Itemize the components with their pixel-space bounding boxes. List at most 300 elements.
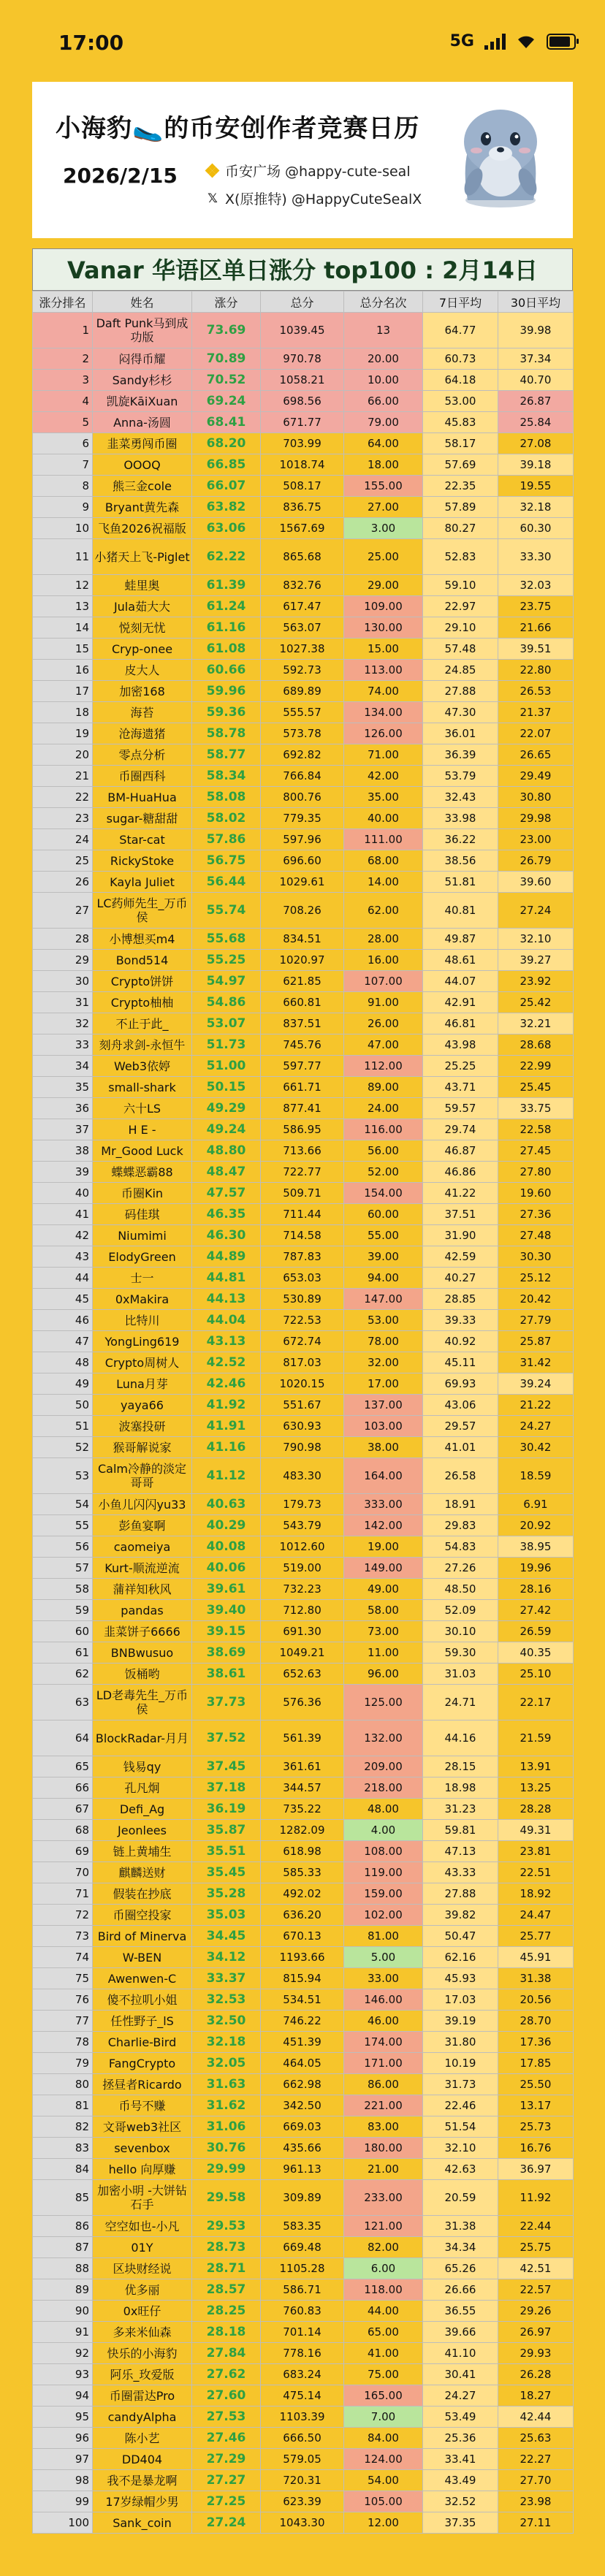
cell-avg7: 44.07 — [423, 971, 498, 992]
table-row — [33, 1119, 574, 1140]
table-row — [33, 1841, 574, 1862]
cell-name: 币圈空投家 — [93, 1905, 192, 1926]
cell-total-rank: 60.00 — [344, 1204, 423, 1225]
cell-avg7: 52.09 — [423, 1600, 498, 1621]
cell-avg7: 47.30 — [423, 702, 498, 723]
cell-avg7: 27.88 — [423, 681, 498, 702]
cell-avg7: 39.82 — [423, 1905, 498, 1926]
cell-rank: 6 — [33, 433, 93, 454]
cell-rank: 27 — [33, 893, 93, 929]
cell-total-rank: 64.00 — [344, 433, 423, 454]
cell-avg30: 11.92 — [498, 2180, 574, 2216]
cell-avg7: 51.81 — [423, 872, 498, 893]
cell-avg7: 80.27 — [423, 518, 498, 539]
cell-rank: 29 — [33, 950, 93, 971]
cell-avg7: 29.83 — [423, 1515, 498, 1536]
table-row — [33, 412, 574, 433]
cell-total: 623.39 — [261, 2491, 344, 2512]
cell-rank: 42 — [33, 1225, 93, 1246]
cell-name: sevenbox — [93, 2138, 192, 2159]
cell-total: 561.39 — [261, 1720, 344, 1756]
cell-name: 麒麟送财 — [93, 1862, 192, 1883]
cell-total: 672.74 — [261, 1331, 344, 1352]
cell-total-rank: 78.00 — [344, 1331, 423, 1352]
table-row — [33, 2385, 574, 2407]
cell-total-rank: 75.00 — [344, 2364, 423, 2385]
table-row — [33, 1013, 574, 1034]
cell-avg30: 6.91 — [498, 1494, 574, 1515]
cell-gain: 31.62 — [192, 2095, 261, 2116]
cell-total-rank: 83.00 — [344, 2116, 423, 2138]
cell-rank: 19 — [33, 723, 93, 744]
table-row — [33, 1289, 574, 1310]
cell-avg30: 26.97 — [498, 2322, 574, 2343]
cell-avg7: 18.98 — [423, 1777, 498, 1799]
table-row — [33, 1968, 574, 1989]
cell-gain: 44.04 — [192, 1310, 261, 1331]
table-row — [33, 681, 574, 702]
cell-avg30: 26.79 — [498, 850, 574, 872]
cell-name: 快乐的小海豹 — [93, 2343, 192, 2364]
cell-total-rank: 35.00 — [344, 787, 423, 808]
cell-avg7: 49.87 — [423, 929, 498, 950]
table-row — [33, 1098, 574, 1119]
cell-gain: 27.62 — [192, 2364, 261, 2385]
cell-gain: 37.52 — [192, 1720, 261, 1756]
cell-total: 1058.21 — [261, 370, 344, 391]
cell-name: Anna-汤圆 — [93, 412, 192, 433]
table-row — [33, 1720, 574, 1756]
cell-name: 比特川 — [93, 1310, 192, 1331]
cell-total: 597.77 — [261, 1056, 344, 1077]
cell-total-rank: 180.00 — [344, 2138, 423, 2159]
table-row — [33, 2180, 574, 2216]
cell-avg7: 59.30 — [423, 1642, 498, 1664]
cell-total-rank: 38.00 — [344, 1437, 423, 1458]
cell-total: 970.78 — [261, 348, 344, 370]
cell-avg7: 40.81 — [423, 893, 498, 929]
cell-avg30: 18.59 — [498, 1458, 574, 1494]
cell-avg30: 22.57 — [498, 2279, 574, 2301]
cell-total-rank: 124.00 — [344, 2449, 423, 2470]
cell-total: 660.81 — [261, 992, 344, 1013]
cell-avg7: 22.35 — [423, 476, 498, 497]
cell-total-rank: 73.00 — [344, 1621, 423, 1642]
cell-total-rank: 16.00 — [344, 950, 423, 971]
cell-total-rank: 171.00 — [344, 2053, 423, 2074]
cell-name: 飞鱼2026祝福版 — [93, 518, 192, 539]
cell-rank: 95 — [33, 2407, 93, 2428]
cell-avg30: 20.56 — [498, 1989, 574, 2011]
cell-name: ElodyGreen — [93, 1246, 192, 1268]
table-row — [33, 2491, 574, 2512]
cell-total-rank: 14.00 — [344, 872, 423, 893]
cell-rank: 96 — [33, 2428, 93, 2449]
cell-gain: 37.45 — [192, 1756, 261, 1777]
cell-gain: 29.53 — [192, 2216, 261, 2237]
cell-total: 1020.15 — [261, 1373, 344, 1395]
cell-avg7: 59.57 — [423, 1098, 498, 1119]
cell-name: Luna月芽 — [93, 1373, 192, 1395]
cell-rank: 38 — [33, 1140, 93, 1162]
cell-total-rank: 155.00 — [344, 476, 423, 497]
cell-gain: 61.24 — [192, 596, 261, 617]
table-row — [33, 787, 574, 808]
cell-total: 732.23 — [261, 1579, 344, 1600]
cell-avg30: 27.08 — [498, 433, 574, 454]
cell-gain: 49.24 — [192, 1119, 261, 1140]
cell-rank: 18 — [33, 702, 93, 723]
cell-total-rank: 154.00 — [344, 1183, 423, 1204]
table-header-row — [33, 291, 574, 313]
cell-avg30: 27.80 — [498, 1162, 574, 1183]
cell-total: 534.51 — [261, 1989, 344, 2011]
cell-total: 551.67 — [261, 1395, 344, 1416]
cell-total-rank: 149.00 — [344, 1558, 423, 1579]
cell-name: caomeiya — [93, 1536, 192, 1558]
cell-rank: 89 — [33, 2279, 93, 2301]
cell-avg30: 29.93 — [498, 2343, 574, 2364]
cell-gain: 55.68 — [192, 929, 261, 950]
cell-total-rank: 119.00 — [344, 1862, 423, 1883]
cell-avg30: 21.37 — [498, 702, 574, 723]
table-row — [33, 660, 574, 681]
cell-gain: 47.57 — [192, 1183, 261, 1204]
cell-avg7: 30.10 — [423, 1621, 498, 1642]
cell-total: 464.05 — [261, 2053, 344, 2074]
cell-avg30: 23.92 — [498, 971, 574, 992]
cell-avg30: 32.03 — [498, 575, 574, 596]
cell-avg7: 26.66 — [423, 2279, 498, 2301]
cell-rank: 44 — [33, 1268, 93, 1289]
col-header-avg7: 7日平均 — [423, 291, 498, 313]
cell-avg30: 24.27 — [498, 1416, 574, 1437]
cell-avg7: 42.91 — [423, 992, 498, 1013]
cell-avg7: 32.10 — [423, 2138, 498, 2159]
cell-avg30: 26.87 — [498, 391, 574, 412]
table-row — [33, 617, 574, 639]
cell-gain: 34.12 — [192, 1947, 261, 1968]
cell-avg7: 47.13 — [423, 1841, 498, 1862]
table-row — [33, 1515, 574, 1536]
cell-avg30: 39.24 — [498, 1373, 574, 1395]
cell-rank: 97 — [33, 2449, 93, 2470]
cell-avg7: 46.87 — [423, 1140, 498, 1162]
cell-name: Bird of Minerva — [93, 1926, 192, 1947]
cell-total-rank: 142.00 — [344, 1515, 423, 1536]
cell-total-rank: 28.00 — [344, 929, 423, 950]
cell-rank: 31 — [33, 992, 93, 1013]
cell-avg7: 36.55 — [423, 2301, 498, 2322]
cell-total: 815.94 — [261, 1968, 344, 1989]
cell-name: Calm冷静的淡定哥哥 — [93, 1458, 192, 1494]
cell-rank: 83 — [33, 2138, 93, 2159]
cell-total-rank: 89.00 — [344, 1077, 423, 1098]
cell-total: 837.51 — [261, 1013, 344, 1034]
cell-total-rank: 49.00 — [344, 1579, 423, 1600]
network-label: 5G — [449, 32, 474, 50]
cell-gain: 44.13 — [192, 1289, 261, 1310]
cell-gain: 48.80 — [192, 1140, 261, 1162]
cell-gain: 27.27 — [192, 2470, 261, 2491]
cell-name: small-shark — [93, 1077, 192, 1098]
cell-avg30: 27.36 — [498, 1204, 574, 1225]
cell-name: 小猪天上飞-Piglet — [93, 539, 192, 575]
cell-total-rank: 24.00 — [344, 1098, 423, 1119]
cell-total-rank: 86.00 — [344, 2074, 423, 2095]
cell-name: 拯昼者Ricardo — [93, 2074, 192, 2095]
cell-gain: 30.76 — [192, 2138, 261, 2159]
cell-avg7: 58.17 — [423, 433, 498, 454]
cell-name: 孔凡炯 — [93, 1777, 192, 1799]
cell-avg7: 46.81 — [423, 1013, 498, 1034]
seal-mascot-image — [446, 91, 555, 215]
cell-avg7: 32.43 — [423, 787, 498, 808]
cell-avg7: 41.01 — [423, 1437, 498, 1458]
cell-avg30: 49.31 — [498, 1820, 574, 1841]
cell-avg30: 27.24 — [498, 893, 574, 929]
cell-rank: 79 — [33, 2053, 93, 2074]
table-row — [33, 1820, 574, 1841]
cell-avg7: 20.59 — [423, 2180, 498, 2216]
cell-rank: 75 — [33, 1968, 93, 1989]
table-row — [33, 1883, 574, 1905]
cell-gain: 53.07 — [192, 1013, 261, 1034]
cell-avg7: 57.89 — [423, 497, 498, 518]
cell-avg7: 30.41 — [423, 2364, 498, 2385]
cell-name: 区块财经说 — [93, 2258, 192, 2279]
cell-avg30: 25.87 — [498, 1331, 574, 1352]
cell-rank: 20 — [33, 744, 93, 766]
cell-avg30: 39.51 — [498, 639, 574, 660]
table-row — [33, 313, 574, 348]
cell-rank: 100 — [33, 2512, 93, 2534]
table-row — [33, 723, 574, 744]
cell-gain: 35.45 — [192, 1862, 261, 1883]
cell-avg30: 25.63 — [498, 2428, 574, 2449]
cell-gain: 35.87 — [192, 1820, 261, 1841]
cell-gain: 40.29 — [192, 1515, 261, 1536]
cell-name: Defi_Ag — [93, 1799, 192, 1820]
cell-avg7: 43.06 — [423, 1395, 498, 1416]
cell-avg30: 25.77 — [498, 1926, 574, 1947]
cell-total: 509.71 — [261, 1183, 344, 1204]
table-row — [33, 766, 574, 787]
table-row — [33, 1947, 574, 1968]
cell-rank: 99 — [33, 2491, 93, 2512]
cell-rank: 5 — [33, 412, 93, 433]
cell-gain: 34.45 — [192, 1926, 261, 1947]
cell-rank: 16 — [33, 660, 93, 681]
cell-gain: 61.39 — [192, 575, 261, 596]
cell-gain: 46.35 — [192, 1204, 261, 1225]
cell-gain: 59.36 — [192, 702, 261, 723]
cell-total: 451.39 — [261, 2032, 344, 2053]
cell-avg7: 33.41 — [423, 2449, 498, 2470]
table-row — [33, 370, 574, 391]
cell-avg7: 17.03 — [423, 1989, 498, 2011]
cell-total: 1193.66 — [261, 1947, 344, 1968]
cell-name: yaya66 — [93, 1395, 192, 1416]
cell-avg30: 25.10 — [498, 1664, 574, 1685]
cell-name: Kurt-顺流逆流 — [93, 1558, 192, 1579]
cell-avg30: 32.21 — [498, 1013, 574, 1034]
cell-name: 傻不拉叽小姐 — [93, 1989, 192, 2011]
cell-total-rank: 103.00 — [344, 1416, 423, 1437]
cell-avg7: 38.56 — [423, 850, 498, 872]
cell-avg30: 26.59 — [498, 1621, 574, 1642]
cell-total-rank: 33.00 — [344, 1968, 423, 1989]
cell-avg30: 16.76 — [498, 2138, 574, 2159]
cell-rank: 3 — [33, 370, 93, 391]
cell-gain: 37.73 — [192, 1685, 261, 1720]
cell-avg30: 22.80 — [498, 660, 574, 681]
cell-rank: 13 — [33, 596, 93, 617]
cell-avg7: 64.18 — [423, 370, 498, 391]
cell-avg7: 54.83 — [423, 1536, 498, 1558]
cell-rank: 86 — [33, 2216, 93, 2237]
cell-avg7: 37.51 — [423, 1204, 498, 1225]
table-row — [33, 2364, 574, 2385]
table-row — [33, 2011, 574, 2032]
cell-rank: 72 — [33, 1905, 93, 1926]
cell-name: 凯旋KāiXuan — [93, 391, 192, 412]
cell-total-rank: 55.00 — [344, 1225, 423, 1246]
cell-avg7: 59.81 — [423, 1820, 498, 1841]
cell-avg7: 31.03 — [423, 1664, 498, 1685]
table-row — [33, 950, 574, 971]
cell-total-rank: 65.00 — [344, 2322, 423, 2343]
cell-total-rank: 105.00 — [344, 2491, 423, 2512]
table-row — [33, 1494, 574, 1515]
cell-total-rank: 116.00 — [344, 1119, 423, 1140]
table-row — [33, 1905, 574, 1926]
cell-avg7: 25.25 — [423, 1056, 498, 1077]
cell-avg7: 57.69 — [423, 454, 498, 476]
cell-total: 800.76 — [261, 787, 344, 808]
battery-icon — [547, 34, 576, 50]
cell-total-rank: 132.00 — [344, 1720, 423, 1756]
table-row — [33, 639, 574, 660]
cell-rank: 64 — [33, 1720, 93, 1756]
cell-avg7: 39.33 — [423, 1310, 498, 1331]
cell-name: Kayla Juliet — [93, 872, 192, 893]
cell-avg30: 19.60 — [498, 1183, 574, 1204]
table-row — [33, 518, 574, 539]
cell-total-rank: 40.00 — [344, 808, 423, 829]
cell-name: 沧海遗猪 — [93, 723, 192, 744]
cell-total: 475.14 — [261, 2385, 344, 2407]
table-row — [33, 744, 574, 766]
cell-gain: 40.06 — [192, 1558, 261, 1579]
cell-name: 加密小明 -大饼钻石手 — [93, 2180, 192, 2216]
cell-avg7: 41.22 — [423, 1183, 498, 1204]
table-row — [33, 2512, 574, 2534]
table-row — [33, 1642, 574, 1664]
x-handle[interactable] — [206, 188, 422, 208]
cell-avg30: 40.70 — [498, 370, 574, 391]
cell-avg30: 22.44 — [498, 2216, 574, 2237]
table-row — [33, 2237, 574, 2258]
cell-total-rank: 233.00 — [344, 2180, 423, 2216]
cell-name: sugar-糖甜甜 — [93, 808, 192, 829]
cell-total: 703.99 — [261, 433, 344, 454]
table-row — [33, 2428, 574, 2449]
cell-name: LD老毒先生_万币侯 — [93, 1685, 192, 1720]
table-row — [33, 1034, 574, 1056]
cell-avg7: 24.71 — [423, 1685, 498, 1720]
cell-avg7: 34.34 — [423, 2237, 498, 2258]
cell-total-rank: 221.00 — [344, 2095, 423, 2116]
cell-avg30: 42.51 — [498, 2258, 574, 2279]
cell-total: 692.82 — [261, 744, 344, 766]
cell-total: 1020.97 — [261, 950, 344, 971]
cell-rank: 39 — [33, 1162, 93, 1183]
cell-total: 543.79 — [261, 1515, 344, 1536]
cell-total: 1282.09 — [261, 1820, 344, 1841]
cell-avg7: 69.93 — [423, 1373, 498, 1395]
cell-name: Bryant黄先森 — [93, 497, 192, 518]
cell-total-rank: 71.00 — [344, 744, 423, 766]
cell-total: 708.26 — [261, 893, 344, 929]
cell-name: 优多丽 — [93, 2279, 192, 2301]
cell-total-rank: 165.00 — [344, 2385, 423, 2407]
date-label: 2026/2/15 — [63, 164, 178, 188]
cell-avg7: 40.27 — [423, 1268, 498, 1289]
cell-avg30: 32.10 — [498, 929, 574, 950]
cell-total-rank: 147.00 — [344, 1289, 423, 1310]
cell-total-rank: 21.00 — [344, 2159, 423, 2180]
cell-name: BNBwusuo — [93, 1642, 192, 1664]
cell-name: H E - — [93, 1119, 192, 1140]
cell-total-rank: 18.00 — [344, 454, 423, 476]
cell-avg7: 36.39 — [423, 744, 498, 766]
cell-rank: 15 — [33, 639, 93, 660]
cell-total: 701.14 — [261, 2322, 344, 2343]
table-row — [33, 971, 574, 992]
cell-avg30: 60.30 — [498, 518, 574, 539]
cell-avg30: 39.98 — [498, 313, 574, 348]
cell-gain: 58.78 — [192, 723, 261, 744]
col-header-avg30: 30日平均 — [498, 291, 574, 313]
cell-rank: 14 — [33, 617, 93, 639]
cell-avg30: 18.92 — [498, 1883, 574, 1905]
binance-handle[interactable] — [206, 161, 411, 180]
x-handle-text: X(原推特) @HappyCuteSealX — [225, 191, 422, 207]
cell-avg30: 39.27 — [498, 950, 574, 971]
status-bar — [0, 0, 605, 82]
cell-avg30: 31.42 — [498, 1352, 574, 1373]
cell-total-rank: 42.00 — [344, 766, 423, 787]
table-row — [33, 1225, 574, 1246]
table-row — [33, 1140, 574, 1162]
cell-avg30: 22.51 — [498, 1862, 574, 1883]
cell-total: 309.89 — [261, 2180, 344, 2216]
cell-name: 01Y — [93, 2237, 192, 2258]
cell-avg7: 32.52 — [423, 2491, 498, 2512]
table-row — [33, 2322, 574, 2343]
cell-gain: 41.91 — [192, 1416, 261, 1437]
col-header-total: 总分 — [261, 291, 344, 313]
cell-avg30: 28.28 — [498, 1799, 574, 1820]
cell-name: OOOQ — [93, 454, 192, 476]
cell-gain: 44.89 — [192, 1246, 261, 1268]
cell-avg7: 53.79 — [423, 766, 498, 787]
cell-avg7: 24.27 — [423, 2385, 498, 2407]
cell-total-rank: 164.00 — [344, 1458, 423, 1494]
cell-avg7: 25.36 — [423, 2428, 498, 2449]
cell-avg30: 23.75 — [498, 596, 574, 617]
